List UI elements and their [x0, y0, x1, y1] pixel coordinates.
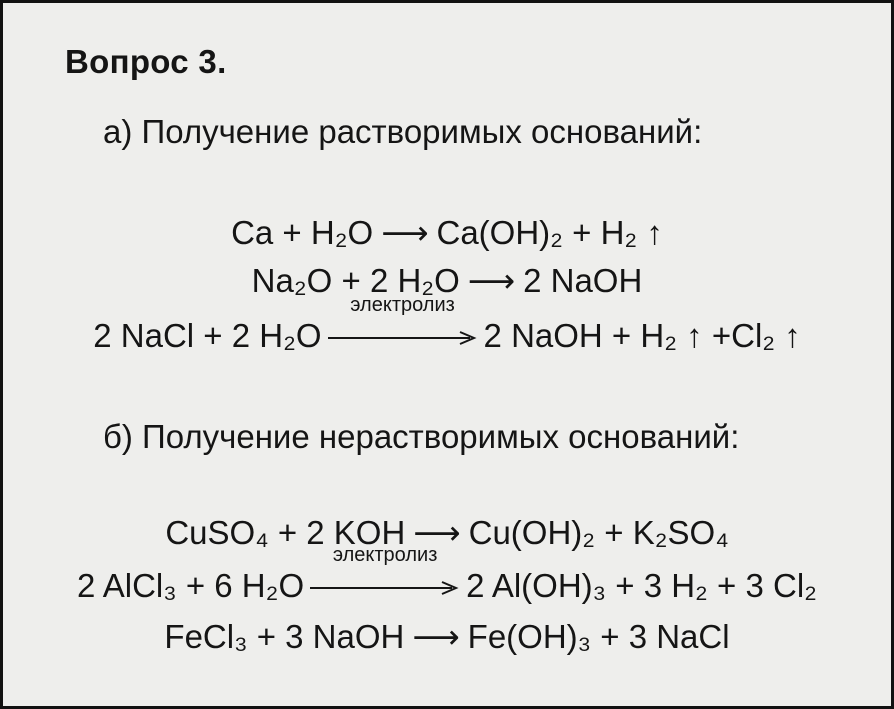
- equation-b1-left: CuSO₄ + 2 KOH: [165, 514, 406, 551]
- equation-b3-left: FeCl₃ + 3 NaOH: [164, 618, 405, 655]
- equation-a2-right: 2 NaOH: [523, 262, 643, 299]
- equation-b2-left: 2 AlCl₃ + 6 H₂O: [77, 567, 305, 604]
- electrolysis-arrow: [310, 544, 460, 595]
- equation-b3-right: Fe(OH)₃ + 3 NaCl: [467, 618, 730, 655]
- reaction-arrow: ⟶: [412, 618, 460, 655]
- long-arrow-icon: [328, 331, 478, 345]
- section-b-title: б) Получение нерастворимых оснований:: [103, 418, 740, 455]
- equation-a3-right: 2 NaOH + H₂ ↑ +Cl₂ ↑: [483, 317, 801, 354]
- electrolysis-arrow: [328, 294, 478, 345]
- equation-b3: [3, 620, 891, 653]
- equation-a2: [3, 264, 891, 297]
- electrolysis-label: электролиз: [350, 294, 455, 317]
- equation-a1: [3, 216, 891, 249]
- equation-b2-right: 2 Al(OH)₃ + 3 H₂ + 3 Cl₂: [466, 567, 817, 604]
- equation-a1-left: Ca + H₂O: [231, 214, 374, 251]
- question-heading: Вопрос 3.: [65, 43, 227, 80]
- equation-a2-left: Na₂O + 2 H₂O: [251, 262, 460, 299]
- equation-b1: [3, 516, 891, 549]
- electrolysis-label: электролиз: [332, 544, 438, 567]
- equation-a1-right: Ca(OH)₂ + H₂ ↑: [436, 214, 663, 251]
- reaction-arrow: ⟶: [467, 262, 516, 299]
- long-arrow-icon: [310, 581, 460, 595]
- equation-a3: [3, 294, 891, 354]
- equation-a3-left: 2 NaCl + 2 H₂O: [93, 317, 322, 354]
- equation-b2: [3, 544, 891, 604]
- section-a-title: а) Получение растворимых оснований:: [103, 113, 703, 150]
- reaction-arrow: ⟶: [413, 514, 461, 551]
- equation-b1-right: Cu(OH)₂ + K₂SO₄: [468, 514, 729, 551]
- reaction-arrow: ⟶: [381, 214, 429, 251]
